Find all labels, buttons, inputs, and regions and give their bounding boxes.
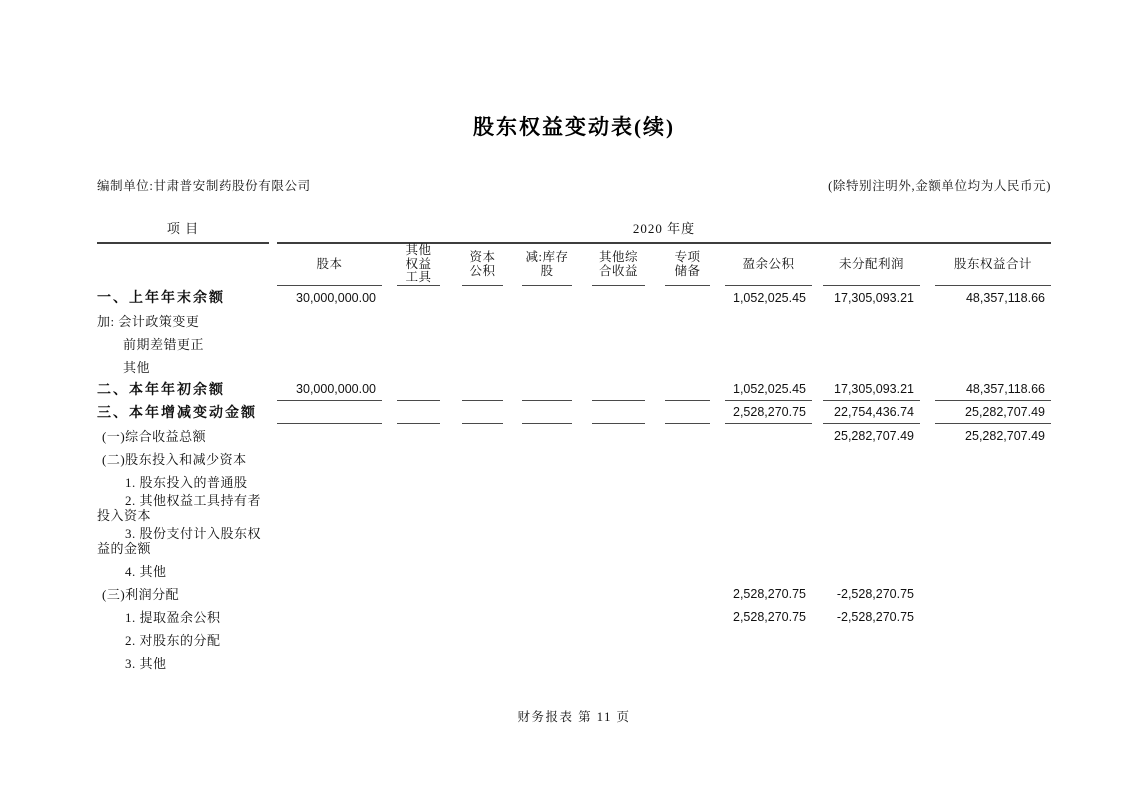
cell-special-reserve xyxy=(665,625,710,628)
cell-other-comprehensive-income xyxy=(592,625,645,628)
cell-less-treasury-stock xyxy=(522,467,572,470)
cell-other-comprehensive-income xyxy=(592,375,645,378)
cell-surplus-reserve xyxy=(725,444,812,447)
cell-undistributed-profit xyxy=(823,375,920,378)
cell-share-capital xyxy=(277,671,382,674)
cell-special-reserve xyxy=(665,671,710,674)
cell-undistributed-profit: -2,528,270.75 xyxy=(836,610,914,624)
column-header-less-treasury-stock: 减:库存 股 xyxy=(522,244,572,286)
table-row xyxy=(97,651,1051,674)
cell-other-comprehensive-income xyxy=(592,329,645,332)
cell-surplus-reserve xyxy=(725,352,812,355)
cell-less-treasury-stock xyxy=(522,648,572,651)
cell-less-treasury-stock xyxy=(522,625,572,628)
cell-share-capital xyxy=(277,352,382,355)
cell-surplus-reserve: 2,528,270.75 xyxy=(733,587,806,601)
cell-share-capital: 30,000,000.00 xyxy=(277,382,382,401)
cell-other-comprehensive-income xyxy=(592,579,645,582)
cell-surplus-reserve xyxy=(725,579,812,582)
cell-other-equity-instruments xyxy=(397,625,440,628)
cell-special-reserve xyxy=(665,420,710,424)
cell-undistributed-profit xyxy=(823,467,920,470)
row-label: 加: 会计政策变更 xyxy=(97,314,200,329)
currency-unit-note: (除特别注明外,金额单位均为人民币元) xyxy=(828,179,1051,193)
cell-other-comprehensive-income xyxy=(592,523,645,526)
item-column-header: 项 目 xyxy=(97,213,269,244)
table-row xyxy=(97,605,1051,628)
cell-other-equity-instruments xyxy=(397,420,440,424)
cell-less-treasury-stock xyxy=(522,352,572,355)
cell-other-comprehensive-income xyxy=(592,306,645,309)
cell-share-capital xyxy=(277,329,382,332)
cell-capital-reserve xyxy=(462,397,503,401)
row-label: 1. 股东投入的普通股 xyxy=(125,475,248,490)
row-label: (二)股东投入和减少资本 xyxy=(102,452,247,467)
cell-surplus-reserve xyxy=(725,523,812,526)
cell-share-capital xyxy=(277,602,382,605)
cell-less-treasury-stock xyxy=(522,397,572,401)
prepared-by-label: 编制单位:甘肃普安制药股份有限公司 xyxy=(97,179,311,193)
cell-share-capital xyxy=(277,625,382,628)
cell-surplus-reserve: 2,528,270.75 xyxy=(733,610,806,624)
cell-less-treasury-stock xyxy=(522,602,572,605)
row-label: (三)利润分配 xyxy=(102,587,180,602)
table-row xyxy=(97,286,1051,309)
cell-other-comprehensive-income xyxy=(592,671,645,674)
table-row xyxy=(97,470,1051,493)
page-title: 股东权益变动表(续) xyxy=(473,115,675,139)
row-label: 1. 提取盈余公积 xyxy=(125,610,221,625)
cell-undistributed-profit: 25,282,707.49 xyxy=(834,429,914,443)
column-header-row xyxy=(97,244,1051,286)
row-label: 一、上年年末余额 xyxy=(97,291,225,306)
cell-total-equity xyxy=(935,490,1051,493)
item-column-spacer xyxy=(97,244,269,286)
table-row xyxy=(97,559,1051,582)
cell-other-equity-instruments xyxy=(397,329,440,332)
cell-undistributed-profit xyxy=(823,490,920,493)
row-label: (一)综合收益总额 xyxy=(102,429,207,444)
cell-surplus-reserve: 1,052,025.45 xyxy=(733,291,806,305)
cell-share-capital xyxy=(277,523,382,526)
cell-less-treasury-stock xyxy=(522,556,572,559)
equity-change-table xyxy=(97,213,1051,674)
cell-undistributed-profit xyxy=(823,648,920,651)
cell-undistributed-profit: 17,305,093.21 xyxy=(834,291,914,305)
cell-special-reserve xyxy=(665,490,710,493)
cell-other-comprehensive-income xyxy=(592,467,645,470)
column-header-undistributed-profit: 未分配利润 xyxy=(823,244,920,286)
cell-other-equity-instruments xyxy=(397,556,440,559)
cell-other-equity-instruments xyxy=(397,648,440,651)
cell-share-capital xyxy=(277,420,382,424)
cell-capital-reserve xyxy=(462,329,503,332)
table-row xyxy=(97,582,1051,605)
cell-less-treasury-stock xyxy=(522,523,572,526)
cell-capital-reserve xyxy=(462,420,503,424)
cell-total-equity xyxy=(935,671,1051,674)
cell-share-capital: 30,000,000.00 xyxy=(296,291,376,305)
cell-total-equity xyxy=(935,579,1051,582)
cell-total-equity: 48,357,118.66 xyxy=(935,382,1051,401)
cell-surplus-reserve: 1,052,025.45 xyxy=(725,382,812,401)
cell-other-equity-instruments xyxy=(397,579,440,582)
cell-total-equity xyxy=(935,602,1051,605)
cell-other-equity-instruments xyxy=(397,352,440,355)
cell-surplus-reserve xyxy=(725,671,812,674)
cell-capital-reserve xyxy=(462,467,503,470)
cell-total-equity xyxy=(935,329,1051,332)
row-label: 三、本年增减变动金额 xyxy=(97,406,257,421)
table-row xyxy=(97,628,1051,651)
cell-other-equity-instruments xyxy=(397,444,440,447)
cell-special-reserve xyxy=(665,444,710,447)
cell-share-capital xyxy=(277,444,382,447)
cell-special-reserve xyxy=(665,329,710,332)
cell-capital-reserve xyxy=(462,352,503,355)
cell-less-treasury-stock xyxy=(522,490,572,493)
column-header-capital-reserve: 资本 公积 xyxy=(462,244,503,286)
cell-other-equity-instruments xyxy=(397,490,440,493)
column-header-other-comprehensive-income: 其他综 合收益 xyxy=(592,244,645,286)
cell-other-comprehensive-income xyxy=(592,352,645,355)
cell-special-reserve xyxy=(665,352,710,355)
cell-surplus-reserve xyxy=(725,329,812,332)
table-row xyxy=(97,493,1051,526)
column-header-surplus-reserve: 盈余公积 xyxy=(725,244,812,286)
cell-total-equity xyxy=(935,648,1051,651)
page-footer: 财务报表 第 11 页 xyxy=(517,710,631,724)
cell-capital-reserve xyxy=(462,648,503,651)
cell-special-reserve xyxy=(665,556,710,559)
column-header-share-capital: 股本 xyxy=(277,244,382,286)
cell-total-equity xyxy=(935,523,1051,526)
cell-other-equity-instruments xyxy=(397,671,440,674)
cell-share-capital xyxy=(277,490,382,493)
cell-other-equity-instruments xyxy=(397,523,440,526)
cell-capital-reserve xyxy=(462,579,503,582)
cell-less-treasury-stock xyxy=(522,671,572,674)
row-label: 其他 xyxy=(123,360,151,375)
column-header-special-reserve: 专项 储备 xyxy=(665,244,710,286)
cell-total-equity xyxy=(935,556,1051,559)
cell-total-equity xyxy=(935,352,1051,355)
cell-less-treasury-stock xyxy=(522,579,572,582)
cell-capital-reserve xyxy=(462,306,503,309)
cell-surplus-reserve xyxy=(725,648,812,651)
cell-other-comprehensive-income xyxy=(592,444,645,447)
cell-capital-reserve xyxy=(462,523,503,526)
cell-other-equity-instruments xyxy=(397,467,440,470)
cell-undistributed-profit xyxy=(823,579,920,582)
cell-surplus-reserve xyxy=(725,556,812,559)
cell-special-reserve xyxy=(665,648,710,651)
table-row xyxy=(97,309,1051,332)
table-row xyxy=(97,332,1051,355)
row-label: 2. 对股东的分配 xyxy=(125,633,221,648)
cell-surplus-reserve xyxy=(725,375,812,378)
cell-capital-reserve xyxy=(462,490,503,493)
cell-other-comprehensive-income xyxy=(592,556,645,559)
row-label: 2. 其他权益工具持有者投入资本 xyxy=(97,493,262,523)
cell-total-equity: 48,357,118.66 xyxy=(965,291,1045,305)
cell-share-capital xyxy=(277,648,382,651)
cell-undistributed-profit xyxy=(823,352,920,355)
cell-share-capital xyxy=(277,375,382,378)
cell-special-reserve xyxy=(665,397,710,401)
cell-other-comprehensive-income xyxy=(592,420,645,424)
cell-total-equity xyxy=(935,625,1051,628)
cell-other-comprehensive-income xyxy=(592,648,645,651)
row-label: 前期差错更正 xyxy=(123,337,205,352)
cell-less-treasury-stock xyxy=(522,375,572,378)
cell-undistributed-profit xyxy=(823,329,920,332)
cell-capital-reserve xyxy=(462,671,503,674)
cell-other-equity-instruments xyxy=(397,306,440,309)
cell-total-equity: 25,282,707.49 xyxy=(935,405,1051,424)
column-header-total-equity: 股东权益合计 xyxy=(935,244,1051,286)
cell-undistributed-profit: 22,754,436.74 xyxy=(823,405,920,424)
cell-capital-reserve xyxy=(462,602,503,605)
cell-surplus-reserve xyxy=(725,490,812,493)
row-label: 4. 其他 xyxy=(125,564,167,579)
cell-other-equity-instruments xyxy=(397,602,440,605)
cell-special-reserve xyxy=(665,602,710,605)
cell-capital-reserve xyxy=(462,444,503,447)
table-row xyxy=(97,424,1051,447)
cell-less-treasury-stock xyxy=(522,420,572,424)
table-header-band xyxy=(97,213,1051,244)
cell-other-comprehensive-income xyxy=(592,602,645,605)
cell-undistributed-profit xyxy=(823,523,920,526)
cell-surplus-reserve: 2,528,270.75 xyxy=(725,405,812,424)
table-row xyxy=(97,401,1051,424)
table-row xyxy=(97,526,1051,559)
cell-less-treasury-stock xyxy=(522,329,572,332)
cell-total-equity xyxy=(935,375,1051,378)
column-header-other-equity-instruments: 其他 权益 工具 xyxy=(397,244,440,286)
cell-special-reserve xyxy=(665,579,710,582)
cell-capital-reserve xyxy=(462,556,503,559)
cell-special-reserve xyxy=(665,306,710,309)
period-header: 2020 年度 xyxy=(277,213,1051,244)
cell-other-equity-instruments xyxy=(397,375,440,378)
cell-surplus-reserve xyxy=(725,467,812,470)
cell-share-capital xyxy=(277,467,382,470)
cell-undistributed-profit: 17,305,093.21 xyxy=(823,382,920,401)
cell-undistributed-profit: -2,528,270.75 xyxy=(836,587,914,601)
cell-total-equity xyxy=(935,467,1051,470)
table-row xyxy=(97,447,1051,470)
cell-special-reserve xyxy=(665,375,710,378)
cell-capital-reserve xyxy=(462,625,503,628)
table-row xyxy=(97,378,1051,401)
cell-share-capital xyxy=(277,556,382,559)
cell-less-treasury-stock xyxy=(522,444,572,447)
cell-undistributed-profit xyxy=(823,671,920,674)
cell-other-equity-instruments xyxy=(397,397,440,401)
table-body xyxy=(97,286,1051,674)
row-label: 二、本年年初余额 xyxy=(97,383,225,398)
cell-undistributed-profit xyxy=(823,556,920,559)
row-label: 3. 其他 xyxy=(125,656,167,671)
cell-special-reserve xyxy=(665,467,710,470)
row-label: 3. 股份支付计入股东权益的金额 xyxy=(97,526,262,556)
cell-other-comprehensive-income xyxy=(592,397,645,401)
cell-special-reserve xyxy=(665,523,710,526)
cell-capital-reserve xyxy=(462,375,503,378)
cell-total-equity: 25,282,707.49 xyxy=(965,429,1045,443)
cell-less-treasury-stock xyxy=(522,306,572,309)
cell-other-comprehensive-income xyxy=(592,490,645,493)
cell-share-capital xyxy=(277,579,382,582)
table-row xyxy=(97,355,1051,378)
